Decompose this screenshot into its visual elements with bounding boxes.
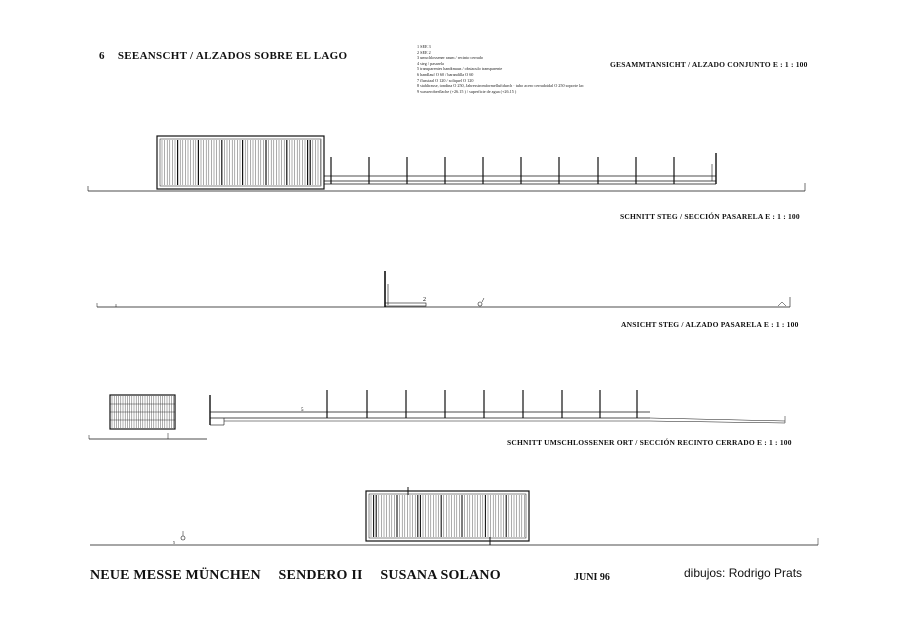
walkway-elevation: [324, 153, 716, 184]
footer-project-line: [90, 568, 515, 584]
architect-name: SUSANA SOLANO: [380, 568, 501, 583]
legend-item: 1 SEE 3: [417, 44, 431, 49]
path-name: SENDERO II: [278, 568, 363, 583]
drawing-date: JUNI 96: [574, 572, 610, 583]
view-label-elevation-walkway: ANSICHT STEG / ALZADO PASARELA E : 1 : 100: [621, 320, 799, 329]
legend-item: 5 transparentes handtmaus / obstaculo transparente: [417, 66, 503, 72]
level-marker: [778, 302, 786, 306]
sheet-number: 6: [99, 50, 105, 62]
legend-item: 3 umschlossener raum / recinto cerrado: [417, 55, 483, 61]
enclosure-outline: [157, 136, 324, 189]
view-label-overall: GESAMMTANSICHT / ALZADO CONJUNTO E : 1 : 100: [610, 60, 808, 69]
overall-elevation: [88, 136, 805, 191]
enclosure-section: [90, 487, 818, 545]
water-reflection-line-2: [650, 421, 785, 423]
enclosure-section-slats: [110, 396, 175, 428]
legend-item: 9 wasseroberflache (+26.15 ) / superficie de agua (+26.15 ): [417, 88, 517, 94]
detail-mark-2: 2: [423, 297, 426, 303]
enclosure-section-outline: [366, 491, 529, 541]
drawing-credit: dibujos: Rodrigo Prats: [684, 566, 803, 580]
level-mark-circle: [478, 302, 482, 306]
enclosure-elevation: [157, 136, 324, 189]
water-reflection-line: [650, 418, 785, 421]
detail-mark-5: 5: [173, 540, 175, 545]
walkway-elevation-posts: [327, 390, 637, 418]
enclosure-section-inner: [369, 494, 526, 538]
section-deck: [385, 303, 426, 306]
enclosure-section-slats: [371, 495, 524, 537]
view-label-section-walkway: SCHNITT STEG / SECCIÓN PASARELA E : 1 : 100: [620, 212, 800, 221]
legend-item: 6 handlauf O 60 / barandilla O 60: [417, 71, 474, 77]
view-label-section-enclosure: SCHNITT UMSCHLOSSENER ORT / SECCIÓN RECINTO CERRADO E : 1 : 100: [507, 438, 792, 447]
legend-item: 8 stahltrasse, tondina O 250, Jahresstromformelluftdurch · tubo acero cerradoidal O 250 soporte lac: [417, 83, 584, 89]
legend-item: 2 SEE 2: [417, 49, 431, 55]
detail-mark-5: 5: [301, 408, 304, 413]
level-mark-circle: [181, 536, 185, 540]
walkway-elevation-view: [89, 390, 785, 439]
sheet-title-text: SEEANSCHT / ALZADOS SOBRE EL LAGO: [117, 50, 348, 62]
legend-item: 7 flusstaal O 120 / soliquel O 120: [417, 77, 474, 83]
project-name: NEUE MESSE MÜNCHEN: [90, 568, 261, 583]
walkway-section: [97, 271, 790, 307]
enclosure-slats: [162, 140, 321, 185]
enclosure-inner-frame: [160, 139, 321, 186]
legend-item: 4 steg / pasarela: [417, 60, 444, 66]
level-mark-tick: [482, 298, 484, 302]
walkway-posts: [331, 157, 674, 184]
